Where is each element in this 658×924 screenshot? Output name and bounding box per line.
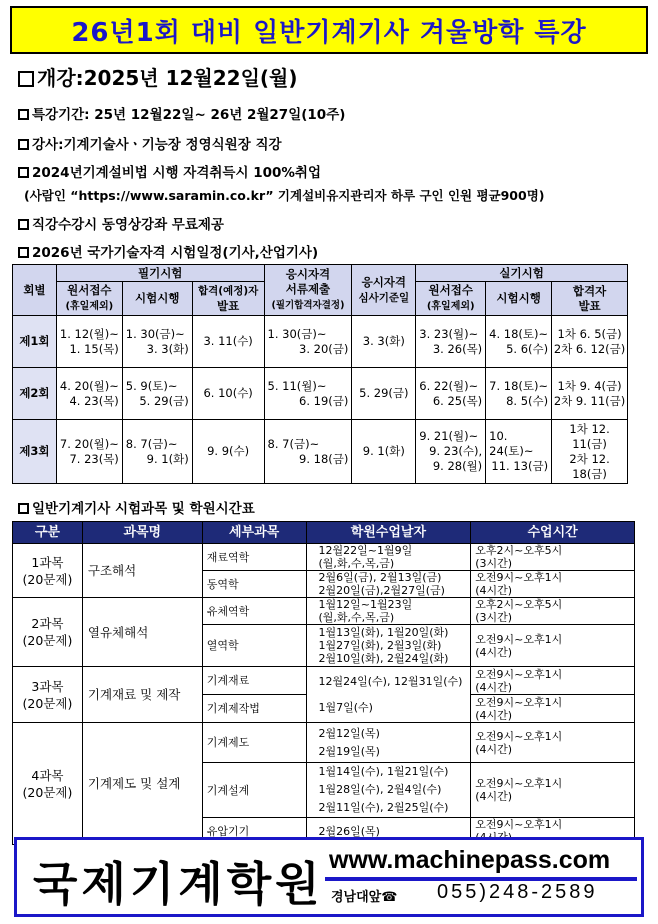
class-time: 오전9시~오후1시 xyxy=(471,818,635,845)
practical-exam-cell: 10. 24(토)~ 11. 13(금) xyxy=(486,420,552,484)
header-written-apply: 원서접수 (휴일제외) xyxy=(56,282,122,316)
header-practical-apply: 원서접수 (휴일제외) xyxy=(416,282,486,316)
class-dates: 1월14일(수), 1월21일(수) 1월28일(수), 2월4일(수) 2월11일(수), 2월25일(수) xyxy=(306,763,471,818)
sub-subject: 유체역학 xyxy=(202,598,306,625)
doc-submit-cell: 1. 30(금)~ 3. 20(금) xyxy=(264,316,352,368)
open-date xyxy=(18,62,298,91)
group-label: 1과목 (20문제) xyxy=(13,544,83,598)
square-bullet-icon xyxy=(18,247,29,258)
subjects-title-text: 일반기계기사 시험과목 및 학원시간표 xyxy=(32,501,255,517)
written-result-cell: 3. 11(수) xyxy=(192,316,264,368)
class-time: 오전9시~오후1시 (4시간) xyxy=(471,763,635,818)
header-round: 회별 xyxy=(13,265,57,316)
table-row xyxy=(13,368,628,420)
class-time: 오후2시~오후5시 (3시간) xyxy=(471,598,635,625)
group-name: 구조해석 xyxy=(82,544,202,598)
square-bullet-icon xyxy=(18,219,29,230)
header-doc-submit: 응시자격 서류제출 (필기합격자결정) xyxy=(264,265,352,316)
written-exam-cell: 8. 7(금)~ 9. 1(화) xyxy=(122,420,192,484)
round-label: 제2회 xyxy=(13,368,57,420)
footer-banner xyxy=(14,837,644,917)
website-link[interactable]: www.machinepass.com xyxy=(329,846,611,874)
doc-submit-cell: 8. 7(금)~ 9. 18(금) xyxy=(264,420,352,484)
phone-label: 경남대앞☎ xyxy=(331,890,398,905)
table-row xyxy=(13,544,635,571)
square-bullet-icon xyxy=(18,71,34,87)
table-row xyxy=(13,723,635,763)
info-employment-text: 2024년기계설비법 시행 자격취득시 100%취업 xyxy=(32,165,321,181)
header-doc-result: 응시자격 심사기준일 xyxy=(352,265,416,316)
square-bullet-icon xyxy=(18,503,29,514)
group-name: 기계제도 및 설계 xyxy=(82,723,202,845)
sub-subject: 유압기기 xyxy=(202,818,306,845)
doc-date-cell: 9. 1(화) xyxy=(352,420,416,484)
written-apply-cell: 1. 12(월)~ 1. 15(목) xyxy=(56,316,122,368)
class-dates: 2월26일(목) xyxy=(306,818,471,845)
class-dates: 12월24일(수), 12월31일(수) 1월7일(수) xyxy=(306,667,471,723)
class-dates: 2월6일(금), 2월13일(금) 2월20일(금),2월27일(금) xyxy=(306,571,471,598)
page-title: 26년1회 대비 일반기계기사 겨울방학 특강 xyxy=(71,17,587,48)
written-apply-cell: 7. 20(월)~ 7. 23(목) xyxy=(56,420,122,484)
class-time: 오전9시~오후1시 (4시간) xyxy=(471,667,635,695)
info-period xyxy=(18,103,345,123)
doc-date-cell: 3. 3(화) xyxy=(352,316,416,368)
group-label: 2과목 (20문제) xyxy=(13,598,83,667)
practical-exam-cell: 4. 18(토)~ 5. 6(수) xyxy=(486,316,552,368)
header-practical-result: 합격자 발표 xyxy=(552,282,628,316)
practical-apply-cell: 9. 21(월)~ 9. 23(수), 9. 28(월) xyxy=(416,420,486,484)
open-date-text: 개강:2025년 12월22일(월) xyxy=(37,66,298,90)
practical-result-cell: 1차 9. 4(금) 2차 9. 11(금) xyxy=(552,368,628,420)
round-label: 제3회 xyxy=(13,420,57,484)
header-written: 필기시험 xyxy=(56,265,264,282)
info-lecturer xyxy=(18,133,282,153)
header-class-dates: 학원수업날자 xyxy=(306,522,471,544)
header-practical-exam: 시험시행 xyxy=(486,282,552,316)
exam-schedule-table xyxy=(12,264,628,484)
schedule-title xyxy=(18,241,318,261)
square-bullet-icon xyxy=(18,109,29,120)
header-category: 구분 xyxy=(13,522,83,544)
class-time: 오전9시~오후1시 (4시간) xyxy=(471,723,635,763)
subjects-title xyxy=(18,497,255,517)
sub-subject: 기계설계 xyxy=(202,763,306,818)
class-dates: 2월12일(목) 2월19일(목) xyxy=(306,723,471,763)
table-row xyxy=(13,316,628,368)
header-subject: 과목명 xyxy=(82,522,202,544)
square-bullet-icon xyxy=(18,167,29,178)
info-saramin: (사람인 “https://www.saramin.co.kr” 기계설비유지관리자 하루 구인 인원 평균900명) xyxy=(24,188,545,203)
written-exam-cell: 1. 30(금)~ 3. 3(화) xyxy=(122,316,192,368)
header-written-result: 합격(예정)자 발표 xyxy=(192,282,264,316)
title-banner xyxy=(10,6,648,54)
sub-subject: 동역학 xyxy=(202,571,306,598)
schedule-title-text: 2026년 국가기술자격 시험일정(기사,산업기사) xyxy=(32,245,319,261)
sub-subject: 기계재료 xyxy=(202,667,306,695)
written-exam-cell: 5. 9(토)~ 5. 29(금) xyxy=(122,368,192,420)
info-free-video-text: 직강수강시 동영상강좌 무료제공 xyxy=(32,217,224,233)
sub-subject: 기계제작법 xyxy=(202,695,306,723)
header-practical: 실기시험 xyxy=(416,265,628,282)
header-class-time: 수업시간 xyxy=(471,522,635,544)
doc-submit-cell: 5. 11(월)~ 6. 19(금) xyxy=(264,368,352,420)
practical-apply-cell: 6. 22(월)~ 6. 25(목) xyxy=(416,368,486,420)
group-label: 3과목 (20문제) xyxy=(13,667,83,723)
class-time: 오전9시~오후1시 (4시간) xyxy=(471,625,635,667)
info-employment xyxy=(18,161,321,181)
practical-exam-cell: 7. 18(토)~ 8. 5(수) xyxy=(486,368,552,420)
class-time: 오전9시~오후1시 (4시간) xyxy=(471,571,635,598)
academy-name: 국제기계학원 xyxy=(33,857,324,911)
table-row xyxy=(13,598,635,625)
header-sub-subject: 세부과목 xyxy=(202,522,306,544)
group-label: 4과목 (20문제) xyxy=(13,723,83,845)
sub-subject: 기계제도 xyxy=(202,723,306,763)
doc-date-cell: 5. 29(금) xyxy=(352,368,416,420)
practical-apply-cell: 3. 23(월)~ 3. 26(목) xyxy=(416,316,486,368)
written-result-cell: 9. 9(수) xyxy=(192,420,264,484)
practical-result-cell: 1차 12. 11(금) 2차 12. 18(금) xyxy=(552,420,628,484)
table-row xyxy=(13,420,628,484)
round-label: 제1회 xyxy=(13,316,57,368)
practical-result-cell: 1차 6. 5(금) 2차 6. 12(금) xyxy=(552,316,628,368)
class-dates: 12월22일~1월9일 (월,화,수,목,금) xyxy=(306,544,471,571)
header-written-exam: 시험시행 xyxy=(122,282,192,316)
table-row xyxy=(13,667,635,695)
written-result-cell: 6. 10(수) xyxy=(192,368,264,420)
info-lecturer-text: 강사:기계기술사ㆍ기능장 정영식원장 직강 xyxy=(32,137,282,153)
sub-subject: 열역학 xyxy=(202,625,306,667)
class-time: 오후2시~오후5시 (3시간) xyxy=(471,544,635,571)
phone-number[interactable]: 055)248-2589 xyxy=(437,881,598,903)
info-free-video xyxy=(18,213,224,233)
group-name: 열유체해석 xyxy=(82,598,202,667)
class-dates: 1월12일~1월23일 (월,화,수,목,금) xyxy=(306,598,471,625)
subjects-table xyxy=(12,521,635,845)
group-name: 기계재료 및 제작 xyxy=(82,667,202,723)
class-time: 오전9시~오후1시 (4시간) xyxy=(471,695,635,723)
written-apply-cell: 4. 20(월)~ 4. 23(목) xyxy=(56,368,122,420)
class-dates: 1월13일(화), 1월20일(화) 1월27일(화), 2월3일(화) 2월10일(화), 2월24일(화) xyxy=(306,625,471,667)
info-period-text: 특강기간: 25년 12월22일~ 26년 2월27일(10주) xyxy=(32,107,346,123)
sub-subject: 재료역학 xyxy=(202,544,306,571)
square-bullet-icon xyxy=(18,139,29,150)
